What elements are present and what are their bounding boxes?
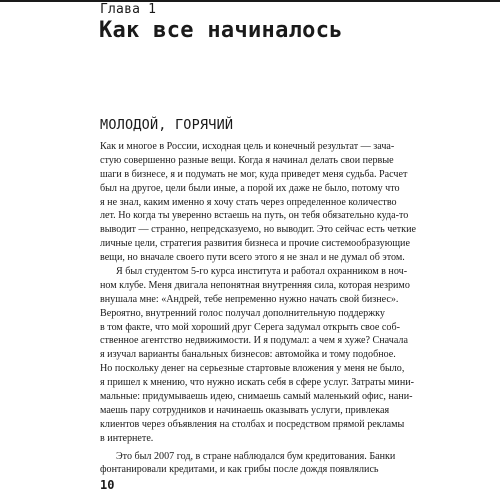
top-rule (0, 0, 500, 2)
paragraph-line: лет. Но когда ты уверенно встаешь на путь, он тебя обязательно куда-то (100, 210, 409, 222)
paragraph-line: Это был 2007 год, в стране наблюдался бум кредитования. Банки (116, 450, 396, 462)
paragraph-line: я не знал, каким именно я хочу стать через определенное количество (100, 196, 397, 208)
paragraph-line: в интернете. (100, 432, 154, 444)
paragraph-line: внушала мне: «Андрей, тебе непременно нужно начать свой бизнес». (100, 293, 399, 305)
paragraph-line: ственное агентство недвижимости. И я подумал: а чем я хуже? Сначала (100, 335, 408, 347)
paragraph-line: мальные: придумываешь идею, снимаешь самый маленький офис, нани- (100, 391, 413, 403)
paragraph-line: Вероятно, внутренний голос получал дополнительную поддержку (100, 307, 385, 319)
paragraph-line: я изучал варианты банальных бизнесов: автомойка и тому подобное. (100, 349, 396, 361)
paragraph-line: Я был студентом 5-го курса института и работал охранником в ноч- (116, 266, 408, 278)
page-number: 10 (100, 478, 115, 492)
paragraph-line: маешь пару сотрудников и начинаешь оказывать услуги, привлекая (100, 404, 390, 416)
paragraph-line: в том факте, что мой хороший друг Серега задумал открыть свое соб- (100, 321, 400, 333)
paragraph-line: я пришел к мнению, что нужно искать себя в сфере услуг. Затраты мини- (100, 377, 414, 389)
paragraph-line: личные цели, стратегия развития бизнеса и прочие системообразующие (100, 238, 410, 250)
paragraph-line: клиентов через объявления на столбах и посредством прямой рекламы (100, 418, 405, 430)
paragraph-line: Но поскольку денег на серьезные стартовые вложения у меня не было, (100, 363, 405, 375)
paragraph-line: ном клубе. Меня двигала непонятная внутренняя сила, которая незримо (100, 279, 410, 291)
paragraph-line: выводит — странно, непредсказуемо, но выводит. Это сейчас есть четкие (100, 224, 416, 236)
paragraph-line: Как и многое в России, исходная цель и конечный результат — зача- (100, 141, 395, 152)
paragraph-line: шаги в бизнесе, я и подумать не мог, куда приведет меня судьба. Расчет (100, 168, 408, 180)
paragraph-line: фонтанировали кредитами, и как грибы после дождя появлялись (100, 464, 379, 476)
paragraph-line: был на другое, цели были иные, а порой их даже не было, потому что (100, 182, 400, 194)
chapter-title: Как все начиналось (99, 18, 343, 43)
body-text (100, 140, 418, 477)
paragraph-line: вещи, но вначале своего пути всего этого я не знал и не думал об этом. (100, 252, 405, 264)
paragraph-line: стую совершенно разные вещи. Когда я начинал делать свои первые (100, 154, 394, 166)
section-heading: МОЛОДОЙ, ГОРЯЧИЙ (100, 117, 234, 133)
chapter-label: Глава 1 (100, 2, 157, 17)
